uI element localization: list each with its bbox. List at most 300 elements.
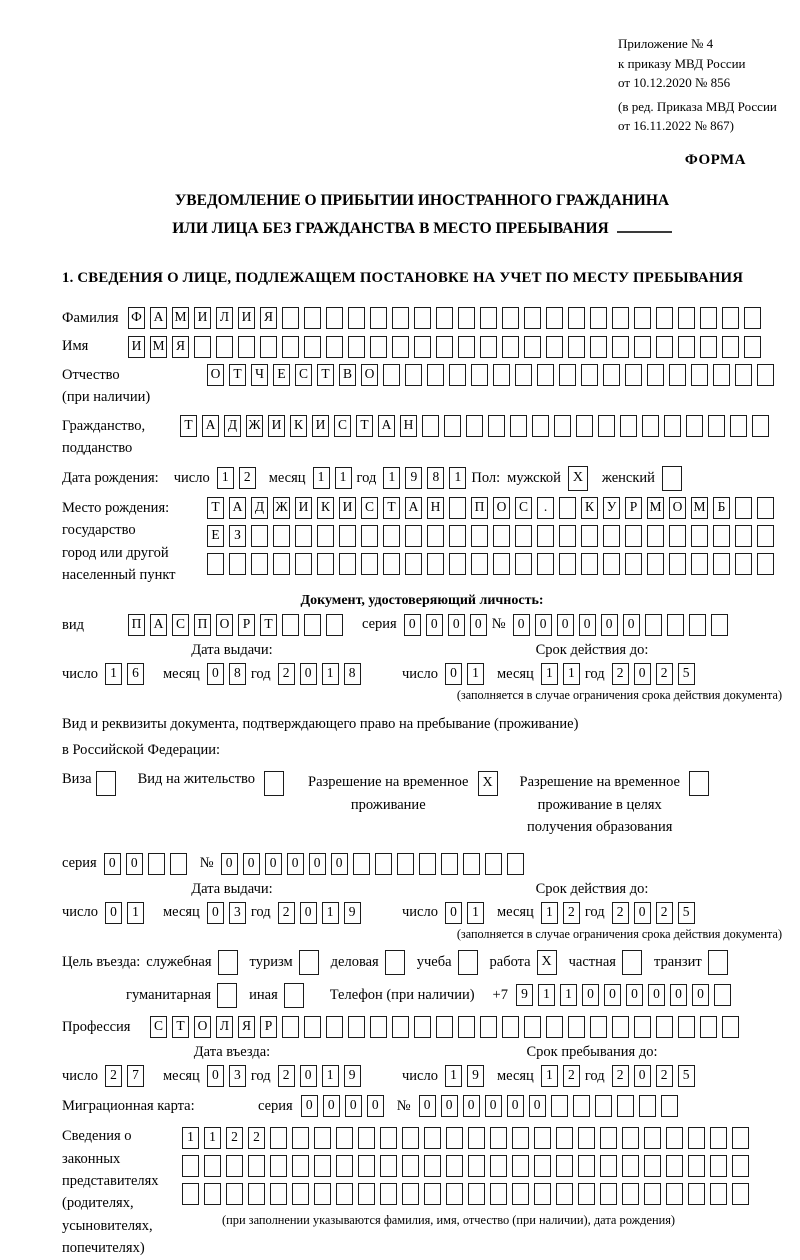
char-cell[interactable] [678,1016,695,1038]
char-cell[interactable]: 0 [426,614,443,636]
char-cell[interactable] [568,1016,585,1038]
char-cell[interactable]: 0 [507,1095,524,1117]
char-cell[interactable]: Т [180,415,197,437]
char-cell[interactable]: 5 [678,902,695,924]
char-cell[interactable] [578,1155,595,1177]
char-cell[interactable] [568,307,585,329]
char-cell[interactable] [546,336,563,358]
char-cell[interactable] [422,415,439,437]
char-cell[interactable] [304,307,321,329]
char-cell[interactable] [493,525,510,547]
char-cell[interactable] [578,1183,595,1205]
char-cell[interactable] [292,1127,309,1149]
char-cell[interactable] [546,1016,563,1038]
char-cell[interactable] [625,364,642,386]
char-cell[interactable]: 0 [105,902,122,924]
purpose-checkbox[interactable] [385,950,405,975]
char-cell[interactable] [735,553,752,575]
char-cell[interactable] [700,336,717,358]
char-cell[interactable] [471,525,488,547]
char-cell[interactable]: А [150,307,167,329]
char-cell[interactable]: 1 [322,1065,339,1087]
char-cell[interactable] [515,525,532,547]
char-cell[interactable] [666,1183,683,1205]
char-cell[interactable] [295,525,312,547]
char-cell[interactable] [710,1155,727,1177]
char-cell[interactable]: 1 [217,467,234,489]
education-checkbox[interactable] [689,771,709,796]
char-cell[interactable]: 0 [287,853,304,875]
char-cell[interactable] [634,1016,651,1038]
char-cell[interactable]: Ф [128,307,145,329]
char-cell[interactable] [534,1127,551,1149]
char-cell[interactable]: Р [238,614,255,636]
char-cell[interactable]: 0 [634,902,651,924]
char-cell[interactable] [502,307,519,329]
char-cell[interactable] [620,415,637,437]
char-cell[interactable] [493,553,510,575]
char-cell[interactable] [480,1016,497,1038]
char-cell[interactable] [735,497,752,519]
char-cell[interactable] [466,415,483,437]
char-cell[interactable] [667,614,684,636]
char-cell[interactable] [339,525,356,547]
char-cell[interactable]: 2 [239,467,256,489]
char-cell[interactable] [507,853,524,875]
char-cell[interactable]: 1 [445,1065,462,1087]
char-cell[interactable]: 2 [278,663,295,685]
char-cell[interactable]: 0 [623,614,640,636]
char-cell[interactable] [471,553,488,575]
char-cell[interactable]: 7 [127,1065,144,1087]
char-cell[interactable]: О [669,497,686,519]
char-cell[interactable] [463,853,480,875]
char-cell[interactable] [370,307,387,329]
char-cell[interactable] [559,364,576,386]
char-cell[interactable] [678,336,695,358]
char-cell[interactable]: 0 [126,853,143,875]
char-cell[interactable] [282,307,299,329]
char-cell[interactable] [375,853,392,875]
char-cell[interactable] [468,1127,485,1149]
char-cell[interactable] [534,1183,551,1205]
char-cell[interactable] [304,614,321,636]
char-cell[interactable]: 1 [541,1065,558,1087]
char-cell[interactable] [732,1155,749,1177]
char-cell[interactable]: С [295,364,312,386]
char-cell[interactable]: 0 [323,1095,340,1117]
char-cell[interactable]: 5 [678,1065,695,1087]
char-cell[interactable] [348,1016,365,1038]
char-cell[interactable] [595,1095,612,1117]
char-cell[interactable]: 0 [463,1095,480,1117]
char-cell[interactable] [270,1183,287,1205]
char-cell[interactable]: И [339,497,356,519]
char-cell[interactable]: 1 [313,467,330,489]
char-cell[interactable] [645,614,662,636]
char-cell[interactable] [644,1127,661,1149]
char-cell[interactable] [735,364,752,386]
char-cell[interactable]: 2 [278,1065,295,1087]
char-cell[interactable]: 8 [344,663,361,685]
char-cell[interactable] [634,307,651,329]
char-cell[interactable] [336,1183,353,1205]
char-cell[interactable] [537,364,554,386]
char-cell[interactable] [515,553,532,575]
char-cell[interactable]: 2 [563,902,580,924]
purpose-checkbox[interactable] [218,950,238,975]
char-cell[interactable]: 0 [207,902,224,924]
char-cell[interactable]: А [405,497,422,519]
char-cell[interactable] [710,1127,727,1149]
char-cell[interactable] [713,553,730,575]
char-cell[interactable] [204,1155,221,1177]
char-cell[interactable]: 3 [229,902,246,924]
char-cell[interactable]: 1 [322,902,339,924]
char-cell[interactable]: 0 [648,984,665,1006]
char-cell[interactable] [358,1155,375,1177]
char-cell[interactable] [402,1155,419,1177]
char-cell[interactable] [326,1016,343,1038]
char-cell[interactable]: 0 [445,902,462,924]
char-cell[interactable]: 0 [331,853,348,875]
char-cell[interactable] [578,1127,595,1149]
char-cell[interactable] [449,553,466,575]
char-cell[interactable] [644,1183,661,1205]
char-cell[interactable]: 9 [467,1065,484,1087]
char-cell[interactable] [317,553,334,575]
char-cell[interactable] [358,1127,375,1149]
char-cell[interactable]: 0 [535,614,552,636]
char-cell[interactable] [314,1127,331,1149]
char-cell[interactable] [757,525,774,547]
char-cell[interactable] [392,307,409,329]
char-cell[interactable]: А [229,497,246,519]
char-cell[interactable] [691,364,708,386]
char-cell[interactable]: 5 [678,663,695,685]
char-cell[interactable] [414,307,431,329]
char-cell[interactable]: А [202,415,219,437]
char-cell[interactable] [581,553,598,575]
char-cell[interactable] [568,336,585,358]
char-cell[interactable]: О [493,497,510,519]
char-cell[interactable]: П [194,614,211,636]
char-cell[interactable] [317,525,334,547]
char-cell[interactable] [226,1155,243,1177]
purpose-checkbox[interactable] [458,950,478,975]
char-cell[interactable] [515,364,532,386]
char-cell[interactable] [713,364,730,386]
visa-checkbox[interactable] [96,771,116,796]
char-cell[interactable]: Д [224,415,241,437]
char-cell[interactable]: 9 [405,467,422,489]
char-cell[interactable]: А [378,415,395,437]
char-cell[interactable] [251,553,268,575]
char-cell[interactable]: 0 [309,853,326,875]
char-cell[interactable] [688,1127,705,1149]
char-cell[interactable]: Б [713,497,730,519]
char-cell[interactable] [600,1183,617,1205]
char-cell[interactable] [414,1016,431,1038]
char-cell[interactable]: 2 [656,1065,673,1087]
char-cell[interactable] [714,984,731,1006]
char-cell[interactable]: 0 [300,1065,317,1087]
char-cell[interactable] [639,1095,656,1117]
char-cell[interactable] [612,336,629,358]
char-cell[interactable]: 2 [248,1127,265,1149]
char-cell[interactable] [182,1155,199,1177]
char-cell[interactable] [590,1016,607,1038]
char-cell[interactable] [204,1183,221,1205]
char-cell[interactable]: К [581,497,598,519]
char-cell[interactable]: К [290,415,307,437]
char-cell[interactable]: З [229,525,246,547]
char-cell[interactable] [666,1155,683,1177]
char-cell[interactable] [688,1155,705,1177]
char-cell[interactable] [436,336,453,358]
char-cell[interactable] [490,1155,507,1177]
char-cell[interactable] [625,525,642,547]
char-cell[interactable]: 1 [467,902,484,924]
char-cell[interactable] [229,553,246,575]
char-cell[interactable]: 0 [601,614,618,636]
char-cell[interactable]: 8 [427,467,444,489]
char-cell[interactable] [458,336,475,358]
char-cell[interactable] [480,336,497,358]
purpose-checkbox[interactable] [708,950,728,975]
char-cell[interactable] [348,307,365,329]
char-cell[interactable] [493,364,510,386]
char-cell[interactable]: 2 [612,1065,629,1087]
char-cell[interactable]: 0 [345,1095,362,1117]
char-cell[interactable] [732,1183,749,1205]
char-cell[interactable]: Е [207,525,224,547]
char-cell[interactable] [757,553,774,575]
char-cell[interactable] [427,553,444,575]
char-cell[interactable] [722,307,739,329]
char-cell[interactable]: М [150,336,167,358]
char-cell[interactable] [468,1155,485,1177]
char-cell[interactable]: М [647,497,664,519]
char-cell[interactable]: 1 [563,663,580,685]
char-cell[interactable]: 0 [634,1065,651,1087]
char-cell[interactable] [182,1183,199,1205]
char-cell[interactable] [644,1155,661,1177]
char-cell[interactable]: 6 [127,663,144,685]
char-cell[interactable]: 1 [105,663,122,685]
char-cell[interactable] [361,525,378,547]
char-cell[interactable]: Т [317,364,334,386]
char-cell[interactable]: И [312,415,329,437]
char-cell[interactable]: И [268,415,285,437]
char-cell[interactable]: С [361,497,378,519]
char-cell[interactable] [260,336,277,358]
char-cell[interactable] [752,415,769,437]
char-cell[interactable]: 0 [634,663,651,685]
char-cell[interactable] [392,336,409,358]
char-cell[interactable]: 0 [626,984,643,1006]
char-cell[interactable] [397,853,414,875]
char-cell[interactable] [304,336,321,358]
char-cell[interactable] [556,1155,573,1177]
char-cell[interactable] [251,525,268,547]
char-cell[interactable] [419,853,436,875]
char-cell[interactable]: У [603,497,620,519]
char-cell[interactable] [380,1127,397,1149]
char-cell[interactable]: В [339,364,356,386]
char-cell[interactable] [603,553,620,575]
char-cell[interactable] [622,1127,639,1149]
char-cell[interactable]: Т [383,497,400,519]
purpose-checkbox[interactable] [622,950,642,975]
char-cell[interactable] [537,553,554,575]
char-cell[interactable] [458,1016,475,1038]
char-cell[interactable] [238,336,255,358]
char-cell[interactable]: 0 [557,614,574,636]
char-cell[interactable]: . [537,497,554,519]
char-cell[interactable] [612,1016,629,1038]
char-cell[interactable] [669,525,686,547]
char-cell[interactable] [490,1127,507,1149]
char-cell[interactable] [689,614,706,636]
char-cell[interactable] [647,364,664,386]
char-cell[interactable] [490,1183,507,1205]
char-cell[interactable] [722,336,739,358]
char-cell[interactable] [722,1016,739,1038]
char-cell[interactable] [336,1155,353,1177]
char-cell[interactable]: М [691,497,708,519]
char-cell[interactable] [691,553,708,575]
char-cell[interactable] [468,1183,485,1205]
char-cell[interactable]: 1 [322,663,339,685]
char-cell[interactable] [603,525,620,547]
char-cell[interactable] [744,336,761,358]
char-cell[interactable] [326,307,343,329]
char-cell[interactable] [512,1127,529,1149]
char-cell[interactable]: 0 [529,1095,546,1117]
char-cell[interactable]: П [471,497,488,519]
char-cell[interactable] [708,415,725,437]
char-cell[interactable] [339,553,356,575]
sex-female-checkbox[interactable] [662,466,682,491]
char-cell[interactable] [295,553,312,575]
char-cell[interactable]: Е [273,364,290,386]
char-cell[interactable] [441,853,458,875]
char-cell[interactable] [170,853,187,875]
char-cell[interactable] [661,1095,678,1117]
char-cell[interactable]: Я [260,307,277,329]
char-cell[interactable] [248,1155,265,1177]
char-cell[interactable] [427,364,444,386]
char-cell[interactable] [757,364,774,386]
char-cell[interactable]: 1 [541,902,558,924]
char-cell[interactable]: 0 [513,614,530,636]
char-cell[interactable] [691,525,708,547]
char-cell[interactable] [370,336,387,358]
char-cell[interactable] [700,1016,717,1038]
char-cell[interactable] [502,1016,519,1038]
char-cell[interactable] [380,1183,397,1205]
char-cell[interactable] [314,1155,331,1177]
char-cell[interactable]: Ч [251,364,268,386]
char-cell[interactable]: 0 [419,1095,436,1117]
char-cell[interactable] [524,336,541,358]
char-cell[interactable]: С [334,415,351,437]
char-cell[interactable]: 0 [445,663,462,685]
char-cell[interactable]: 2 [612,663,629,685]
char-cell[interactable] [471,364,488,386]
char-cell[interactable] [556,1127,573,1149]
purpose-checkbox[interactable] [284,983,304,1008]
char-cell[interactable] [405,553,422,575]
char-cell[interactable]: 1 [127,902,144,924]
char-cell[interactable] [424,1127,441,1149]
char-cell[interactable] [546,307,563,329]
char-cell[interactable] [735,525,752,547]
char-cell[interactable] [537,525,554,547]
char-cell[interactable]: 2 [105,1065,122,1087]
char-cell[interactable] [524,1016,541,1038]
char-cell[interactable]: Н [400,415,417,437]
char-cell[interactable] [622,1183,639,1205]
char-cell[interactable] [282,614,299,636]
char-cell[interactable]: О [361,364,378,386]
char-cell[interactable] [603,364,620,386]
char-cell[interactable] [444,415,461,437]
char-cell[interactable] [348,336,365,358]
char-cell[interactable]: 0 [404,614,421,636]
char-cell[interactable]: 1 [383,467,400,489]
char-cell[interactable] [405,364,422,386]
char-cell[interactable]: С [515,497,532,519]
char-cell[interactable]: П [128,614,145,636]
char-cell[interactable]: 1 [335,467,352,489]
char-cell[interactable] [402,1127,419,1149]
char-cell[interactable] [559,525,576,547]
char-cell[interactable] [449,525,466,547]
char-cell[interactable]: Т [260,614,277,636]
char-cell[interactable]: 8 [229,663,246,685]
char-cell[interactable] [581,364,598,386]
char-cell[interactable]: Л [216,307,233,329]
char-cell[interactable] [612,307,629,329]
char-cell[interactable] [634,336,651,358]
char-cell[interactable] [573,1095,590,1117]
char-cell[interactable] [270,1127,287,1149]
char-cell[interactable]: 0 [579,614,596,636]
residence-checkbox[interactable] [264,771,284,796]
char-cell[interactable]: 0 [301,1095,318,1117]
char-cell[interactable] [282,1016,299,1038]
purpose-checkbox[interactable] [299,950,319,975]
char-cell[interactable]: О [207,364,224,386]
char-cell[interactable]: И [295,497,312,519]
char-cell[interactable] [647,525,664,547]
char-cell[interactable]: Т [229,364,246,386]
char-cell[interactable]: 0 [243,853,260,875]
char-cell[interactable] [556,1183,573,1205]
char-cell[interactable]: 1 [541,663,558,685]
char-cell[interactable]: 2 [612,902,629,924]
purpose-checkbox[interactable]: X [537,950,557,975]
char-cell[interactable] [656,307,673,329]
char-cell[interactable] [600,1155,617,1177]
char-cell[interactable]: Я [238,1016,255,1038]
char-cell[interactable] [512,1155,529,1177]
char-cell[interactable]: О [194,1016,211,1038]
char-cell[interactable]: 1 [182,1127,199,1149]
char-cell[interactable] [551,1095,568,1117]
